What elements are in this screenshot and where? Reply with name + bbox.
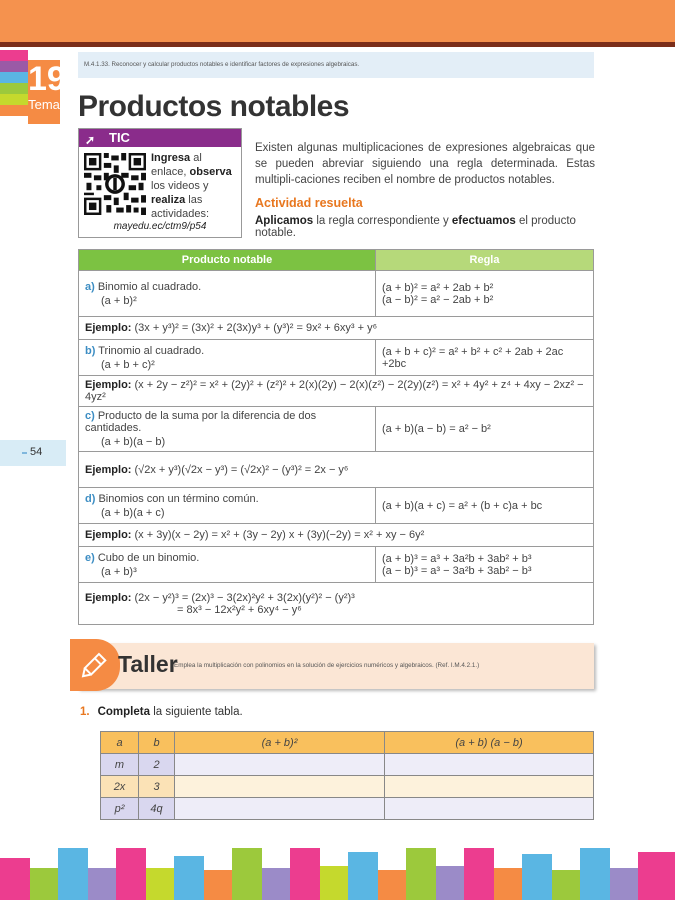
example-label: Ejemplo: bbox=[85, 529, 132, 541]
example-text: (3x + y³)² = (3x)² + 2(3x)y³ + (y³)² = 9x² + 6xy³ + y⁶ bbox=[134, 322, 378, 334]
cell-b: 4q bbox=[139, 798, 175, 820]
tema-badge bbox=[28, 60, 66, 124]
item-label: b) bbox=[85, 344, 96, 357]
tic-bold-realiza: realiza bbox=[151, 194, 186, 206]
tic-bold-observa: observa bbox=[189, 166, 232, 178]
item-label: d) bbox=[85, 492, 96, 505]
example-label: Ejemplo: bbox=[85, 463, 132, 476]
page-number-tab bbox=[0, 440, 66, 466]
activity-bold-1: Aplicamos bbox=[255, 215, 314, 227]
example-label: Ejemplo: bbox=[85, 322, 132, 334]
page-number: 54 bbox=[30, 446, 43, 458]
answer-cell[interactable] bbox=[385, 754, 594, 776]
example-label: Ejemplo: bbox=[85, 591, 132, 604]
activity-text-1: la regla correspondiente y bbox=[313, 215, 452, 227]
exercise-number: 1. bbox=[80, 706, 90, 718]
answer-cell[interactable] bbox=[385, 776, 594, 798]
pencil-icon bbox=[70, 639, 120, 691]
item-name: Cubo de un binomio. bbox=[97, 551, 200, 564]
example-cell bbox=[79, 317, 594, 340]
tema-number: 19 bbox=[28, 60, 66, 98]
activity-text-2: el producto notable. bbox=[255, 215, 576, 239]
item-expr: (a + b)(a + c) bbox=[101, 506, 165, 519]
exercise-table bbox=[100, 731, 594, 820]
rule-line: (a − b)³ = a³ − 3a²b + 3ab² − b³ bbox=[382, 564, 532, 577]
cell-a: p² bbox=[101, 798, 139, 820]
item-name: Trinomio al cuadrado. bbox=[98, 344, 205, 357]
tic-bold-ingresa: Ingresa bbox=[151, 152, 191, 164]
table-row bbox=[79, 407, 594, 452]
exercise-1 bbox=[80, 706, 243, 718]
product-cell bbox=[79, 488, 376, 524]
col-a: a bbox=[101, 732, 139, 754]
tic-instructions bbox=[151, 151, 239, 221]
standard-bar: M.4.1.33. Reconocer y calcular productos notables e identificar factores de expresiones algebraicas. bbox=[78, 52, 594, 78]
item-expr: (a + b)(a − b) bbox=[101, 436, 166, 448]
product-cell bbox=[79, 340, 376, 376]
rule-cell: (a + b)(a − b) = a² − b² bbox=[376, 407, 594, 452]
table-row bbox=[79, 488, 594, 524]
activity-text bbox=[255, 215, 600, 239]
taller-title: Taller bbox=[118, 651, 178, 677]
cell-a: m bbox=[101, 754, 139, 776]
table-row bbox=[79, 452, 594, 488]
table-row bbox=[79, 583, 594, 625]
taller-description: Emplea la multiplicación con polinomios en la solución de ejercicios numéricos y algebraicos. (Ref. I.M.4.2.1.) bbox=[174, 662, 480, 669]
top-banner bbox=[0, 0, 675, 42]
item-label: e) bbox=[85, 551, 95, 564]
rule-cell bbox=[376, 271, 594, 317]
rule-cell bbox=[376, 547, 594, 583]
item-expr: (a + b)³ bbox=[101, 565, 137, 578]
answer-cell[interactable] bbox=[385, 798, 594, 820]
cell-b: 2 bbox=[139, 754, 175, 776]
tic-text-2: los videos y bbox=[151, 180, 209, 192]
activity-title: Actividad resuelta bbox=[255, 196, 363, 210]
table-row bbox=[79, 547, 594, 583]
page-number-dash bbox=[22, 452, 27, 454]
tic-header bbox=[79, 129, 241, 147]
rule-line: (a + b)² = a² + 2ab + b² bbox=[382, 281, 494, 294]
item-expr: (a + b)² bbox=[101, 294, 137, 307]
tic-text-1: al enlace, bbox=[151, 152, 202, 178]
exercise-header-row bbox=[101, 732, 594, 754]
item-name: Binomios con un término común. bbox=[98, 492, 259, 505]
cell-a: 2x bbox=[101, 776, 139, 798]
product-cell bbox=[79, 547, 376, 583]
col-square: (a + b)² bbox=[175, 732, 385, 754]
example-text: (2x − y²)³ = (2x)³ − 3(2x)²y² + 3(2x)(y²)² − (y²)³ bbox=[134, 591, 355, 604]
cursor-icon: ➚ bbox=[85, 133, 96, 147]
table-row bbox=[79, 271, 594, 317]
left-color-stripes bbox=[0, 50, 28, 116]
tema-label: Tema bbox=[28, 97, 60, 112]
answer-cell[interactable] bbox=[175, 776, 385, 798]
tic-link[interactable]: mayedu.ec/ctm9/p54 bbox=[113, 221, 207, 232]
table-row bbox=[101, 754, 594, 776]
example-cell bbox=[79, 376, 594, 407]
example-cell bbox=[79, 583, 594, 625]
table-row bbox=[79, 340, 594, 376]
product-cell bbox=[79, 407, 376, 452]
table-row bbox=[79, 376, 594, 407]
product-cell bbox=[79, 271, 376, 317]
item-label: a) bbox=[85, 280, 95, 293]
taller-banner bbox=[78, 643, 594, 689]
cell-b: 3 bbox=[139, 776, 175, 798]
table-row bbox=[101, 798, 594, 820]
example-text-2: = 8x³ − 12x²y² + 6xy⁴ − y⁶ bbox=[177, 603, 302, 616]
table-header-row bbox=[79, 250, 594, 271]
example-text: (x + 3y)(x − 2y) = x² + (3y − 2y) x + (3y)(−2y) = x² + xy − 6y² bbox=[134, 529, 425, 541]
rule-line: (a − b)² = a² − 2ab + b² bbox=[382, 293, 494, 306]
example-text: (√2x + y³)(√2x − y³) = (√2x)² − (y³)² = 2x − y⁶ bbox=[134, 463, 349, 476]
item-expr: (a + b + c)² bbox=[101, 358, 155, 371]
table-row bbox=[79, 317, 594, 340]
rule-cell: (a + b)(a + c) = a² + (b + c)a + bc bbox=[376, 488, 594, 524]
item-name: Binomio al cuadrado. bbox=[97, 280, 202, 293]
exercise-bold: Completa bbox=[97, 706, 150, 718]
top-rule bbox=[0, 42, 675, 47]
rule-cell: (a + b + c)² = a² + b² + c² + 2ab + 2ac +2bc bbox=[376, 340, 594, 376]
example-cell bbox=[79, 452, 594, 488]
exercise-text: la siguiente tabla. bbox=[150, 706, 243, 718]
table-row bbox=[101, 776, 594, 798]
answer-cell[interactable] bbox=[175, 754, 385, 776]
tic-box bbox=[78, 128, 242, 238]
page-title: Productos notables bbox=[78, 90, 350, 123]
bottom-color-bars bbox=[0, 848, 675, 900]
qr-code-icon[interactable] bbox=[84, 153, 146, 215]
rule-line: (a + b)³ = a³ + 3a²b + 3ab² + b³ bbox=[382, 552, 532, 565]
col-b: b bbox=[139, 732, 175, 754]
tic-text-3: las actividades: bbox=[151, 194, 210, 220]
example-text: (x + 2y − z²)² = x² + (2y)² + (z²)² + 2(x)(2y) − 2(x)(z²) − 2(2y)(z²) = x² + 4y² + z⁴ + 4xy − 2xz² − 4yz² bbox=[85, 379, 584, 403]
products-table bbox=[78, 249, 594, 625]
activity-bold-2: efectuamos bbox=[451, 215, 516, 227]
example-cell bbox=[79, 524, 594, 547]
example-label: Ejemplo: bbox=[85, 379, 132, 391]
header-product: Producto notable bbox=[79, 250, 376, 271]
tic-header-label: TIC bbox=[109, 130, 130, 145]
header-rule: Regla bbox=[376, 250, 594, 271]
col-product: (a + b) (a − b) bbox=[385, 732, 594, 754]
item-name: Producto de la suma por la diferencia de dos cantidades. bbox=[85, 410, 317, 434]
answer-cell[interactable] bbox=[175, 798, 385, 820]
table-row bbox=[79, 524, 594, 547]
intro-paragraph: Existen algunas multiplicaciones de expresiones algebraicas que se pueden abreviar siguiendo una regla determinada. Estas multipli-caciones reciben el nombre de productos notables. bbox=[255, 142, 595, 186]
item-label: c) bbox=[85, 410, 95, 422]
